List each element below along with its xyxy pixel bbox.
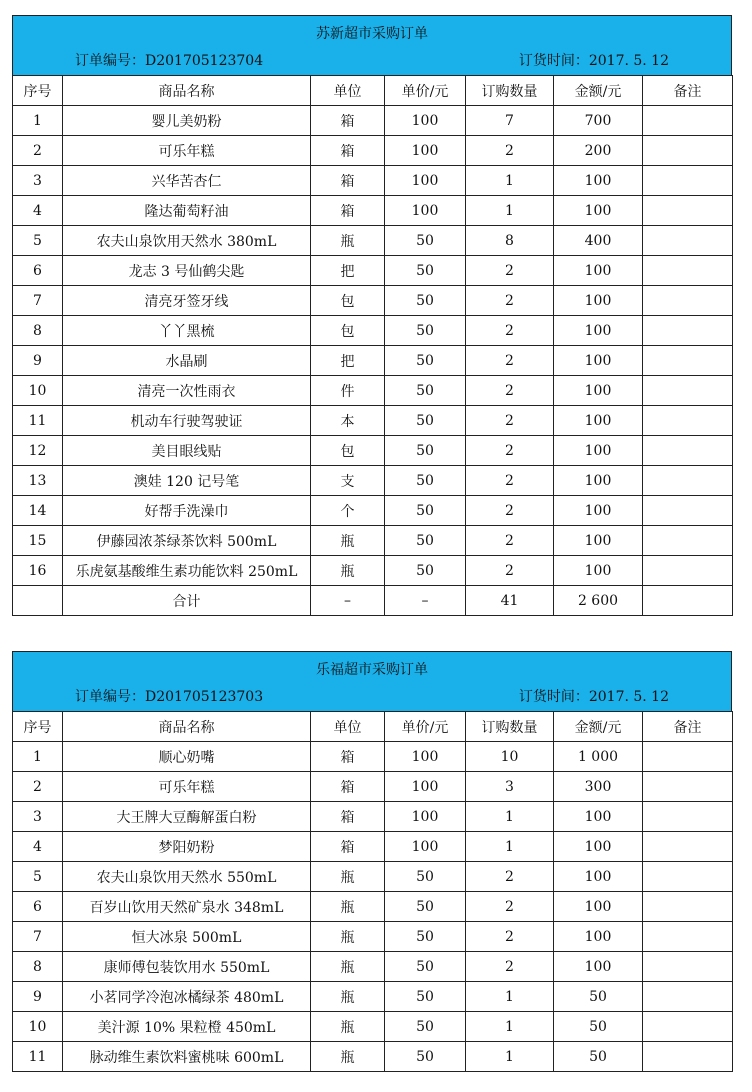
cell-amount: 100 xyxy=(554,832,643,862)
cell-unit: 箱 xyxy=(311,742,385,772)
total-cell-unit-price: – xyxy=(385,586,466,616)
cell-quantity: 2 xyxy=(466,892,554,922)
cell-product-name: 可乐年糕 xyxy=(63,772,311,802)
cell-unit: 瓶 xyxy=(311,556,385,586)
cell-product-name: 澳娃 120 记号笔 xyxy=(63,466,311,496)
cell-unit: 包 xyxy=(311,286,385,316)
cell-unit: 箱 xyxy=(311,136,385,166)
cell-product-name: 美汁源 10% 果粒橙 450mL xyxy=(63,1012,311,1042)
cell-unit: 本 xyxy=(311,406,385,436)
cell-unit-price: 50 xyxy=(385,1042,466,1072)
cell-index: 2 xyxy=(13,136,63,166)
cell-amount: 100 xyxy=(554,346,643,376)
cell-quantity: 2 xyxy=(466,466,554,496)
cell-product-name: 可乐年糕 xyxy=(63,136,311,166)
cell-unit: 瓶 xyxy=(311,226,385,256)
cell-remark xyxy=(643,346,733,376)
cell-remark xyxy=(643,832,733,862)
cell-amount: 700 xyxy=(554,106,643,136)
table-row xyxy=(13,742,733,772)
cell-remark xyxy=(643,556,733,586)
cell-quantity: 2 xyxy=(466,136,554,166)
cell-product-name: 兴华苦杏仁 xyxy=(63,166,311,196)
cell-unit: 瓶 xyxy=(311,952,385,982)
cell-unit-price: 50 xyxy=(385,316,466,346)
cell-index: 4 xyxy=(13,196,63,226)
total-cell-index xyxy=(13,586,63,616)
cell-unit-price: 100 xyxy=(385,196,466,226)
cell-index: 15 xyxy=(13,526,63,556)
header-quantity: 订购数量 xyxy=(466,76,554,106)
cell-index: 14 xyxy=(13,496,63,526)
cell-remark xyxy=(643,952,733,982)
table-row xyxy=(13,526,733,556)
cell-quantity: 2 xyxy=(466,952,554,982)
cell-unit-price: 50 xyxy=(385,1012,466,1042)
cell-product-name: 农夫山泉饮用天然水 380mL xyxy=(63,226,311,256)
table-row xyxy=(13,316,733,346)
cell-unit-price: 100 xyxy=(385,832,466,862)
order-number: 订单编号：D201705123703 xyxy=(75,689,264,705)
cell-product-name: 农夫山泉饮用天然水 550mL xyxy=(63,862,311,892)
cell-amount: 50 xyxy=(554,1042,643,1072)
cell-unit: 瓶 xyxy=(311,862,385,892)
cell-product-name: 美目眼线贴 xyxy=(63,436,311,466)
cell-index: 13 xyxy=(13,466,63,496)
cell-amount: 100 xyxy=(554,466,643,496)
cell-unit: 箱 xyxy=(311,802,385,832)
order-title: 乐福超市采购订单 xyxy=(316,662,428,678)
cell-unit-price: 50 xyxy=(385,496,466,526)
cell-unit-price: 50 xyxy=(385,346,466,376)
cell-remark xyxy=(643,892,733,922)
table-row xyxy=(13,922,733,952)
cell-remark xyxy=(643,136,733,166)
header-index: 序号 xyxy=(13,712,63,742)
cell-amount: 100 xyxy=(554,196,643,226)
cell-index: 12 xyxy=(13,436,63,466)
total-cell-unit: – xyxy=(311,586,385,616)
cell-unit: 瓶 xyxy=(311,892,385,922)
cell-unit: 支 xyxy=(311,466,385,496)
cell-index: 1 xyxy=(13,106,63,136)
cell-product-name: 机动车行驶驾驶证 xyxy=(63,406,311,436)
cell-unit-price: 50 xyxy=(385,256,466,286)
cell-index: 5 xyxy=(13,226,63,256)
cell-index: 6 xyxy=(13,892,63,922)
table-row xyxy=(13,466,733,496)
cell-amount: 100 xyxy=(554,496,643,526)
cell-unit: 瓶 xyxy=(311,922,385,952)
cell-unit-price: 100 xyxy=(385,772,466,802)
table-row xyxy=(13,136,733,166)
cell-index: 9 xyxy=(13,982,63,1012)
cell-product-name: 水晶刷 xyxy=(63,346,311,376)
cell-unit-price: 50 xyxy=(385,922,466,952)
table-row xyxy=(13,556,733,586)
cell-remark xyxy=(643,166,733,196)
order-date: 订货时间：2017. 5. 12 xyxy=(518,689,669,705)
cell-unit-price: 50 xyxy=(385,286,466,316)
cell-product-name: 隆达葡萄籽油 xyxy=(63,196,311,226)
cell-index: 11 xyxy=(13,406,63,436)
cell-index: 3 xyxy=(13,166,63,196)
cell-product-name: 小茗同学冷泡冰橘绿茶 480mL xyxy=(63,982,311,1012)
cell-quantity: 2 xyxy=(466,316,554,346)
cell-unit-price: 50 xyxy=(385,952,466,982)
cell-quantity: 1 xyxy=(466,1042,554,1072)
cell-remark xyxy=(643,1012,733,1042)
cell-unit-price: 50 xyxy=(385,436,466,466)
cell-unit-price: 50 xyxy=(385,862,466,892)
total-row xyxy=(13,586,733,616)
cell-unit-price: 100 xyxy=(385,166,466,196)
header-product-name: 商品名称 xyxy=(63,712,311,742)
cell-unit-price: 50 xyxy=(385,982,466,1012)
cell-remark xyxy=(643,286,733,316)
header-index: 序号 xyxy=(13,76,63,106)
table-header-row xyxy=(13,76,733,106)
purchase-order-1 xyxy=(12,15,732,616)
order-table xyxy=(12,75,733,616)
cell-remark xyxy=(643,466,733,496)
cell-unit-price: 50 xyxy=(385,526,466,556)
cell-quantity: 2 xyxy=(466,526,554,556)
header-amount: 金额/元 xyxy=(554,712,643,742)
cell-amount: 100 xyxy=(554,286,643,316)
cell-index: 6 xyxy=(13,256,63,286)
cell-unit: 瓶 xyxy=(311,526,385,556)
order-header xyxy=(12,651,732,711)
cell-quantity: 2 xyxy=(466,286,554,316)
cell-quantity: 2 xyxy=(466,406,554,436)
cell-amount: 100 xyxy=(554,556,643,586)
cell-index: 7 xyxy=(13,286,63,316)
table-row xyxy=(13,346,733,376)
cell-product-name: 乐虎氨基酸维生素功能饮料 250mL xyxy=(63,556,311,586)
cell-unit: 瓶 xyxy=(311,982,385,1012)
cell-quantity: 7 xyxy=(466,106,554,136)
table-row xyxy=(13,226,733,256)
cell-quantity: 1 xyxy=(466,1012,554,1042)
cell-quantity: 8 xyxy=(466,226,554,256)
order-title: 苏新超市采购订单 xyxy=(316,26,428,42)
cell-remark xyxy=(643,376,733,406)
header-remark: 备注 xyxy=(643,76,733,106)
table-row xyxy=(13,862,733,892)
cell-unit: 个 xyxy=(311,496,385,526)
cell-quantity: 2 xyxy=(466,496,554,526)
cell-remark xyxy=(643,496,733,526)
table-row xyxy=(13,832,733,862)
cell-index: 1 xyxy=(13,742,63,772)
cell-quantity: 1 xyxy=(466,802,554,832)
order-table xyxy=(12,711,733,1072)
cell-product-name: 康师傅包装饮用水 550mL xyxy=(63,952,311,982)
cell-index: 10 xyxy=(13,1012,63,1042)
cell-product-name: 清亮一次性雨衣 xyxy=(63,376,311,406)
cell-quantity: 3 xyxy=(466,772,554,802)
cell-amount: 100 xyxy=(554,376,643,406)
cell-amount: 100 xyxy=(554,892,643,922)
table-row xyxy=(13,196,733,226)
cell-unit-price: 50 xyxy=(385,466,466,496)
cell-quantity: 2 xyxy=(466,376,554,406)
cell-unit-price: 50 xyxy=(385,556,466,586)
cell-product-name: 龙志 3 号仙鹤尖匙 xyxy=(63,256,311,286)
cell-remark xyxy=(643,1042,733,1072)
total-cell-product-name: 合计 xyxy=(63,586,311,616)
cell-amount: 100 xyxy=(554,316,643,346)
cell-index: 8 xyxy=(13,952,63,982)
header-amount: 金额/元 xyxy=(554,76,643,106)
cell-unit-price: 50 xyxy=(385,226,466,256)
cell-remark xyxy=(643,106,733,136)
cell-unit: 把 xyxy=(311,346,385,376)
cell-amount: 100 xyxy=(554,862,643,892)
cell-product-name: 百岁山饮用天然矿泉水 348mL xyxy=(63,892,311,922)
cell-quantity: 1 xyxy=(466,166,554,196)
table-row xyxy=(13,376,733,406)
cell-amount: 100 xyxy=(554,526,643,556)
header-unit-price: 单价/元 xyxy=(385,712,466,742)
cell-product-name: 婴儿美奶粉 xyxy=(63,106,311,136)
cell-amount: 200 xyxy=(554,136,643,166)
order-number: 订单编号：D201705123704 xyxy=(75,53,264,69)
cell-remark xyxy=(643,196,733,226)
table-row xyxy=(13,436,733,466)
cell-index: 11 xyxy=(13,1042,63,1072)
cell-unit: 箱 xyxy=(311,166,385,196)
cell-quantity: 2 xyxy=(466,922,554,952)
table-row xyxy=(13,952,733,982)
cell-unit: 瓶 xyxy=(311,1012,385,1042)
cell-product-name: 丫丫黑梳 xyxy=(63,316,311,346)
cell-amount: 100 xyxy=(554,922,643,952)
cell-remark xyxy=(643,922,733,952)
table-row xyxy=(13,1042,733,1072)
cell-amount: 100 xyxy=(554,256,643,286)
cell-remark xyxy=(643,772,733,802)
cell-remark xyxy=(643,862,733,892)
cell-remark xyxy=(643,316,733,346)
cell-amount: 1 000 xyxy=(554,742,643,772)
cell-product-name: 梦阳奶粉 xyxy=(63,832,311,862)
cell-quantity: 1 xyxy=(466,982,554,1012)
table-row xyxy=(13,286,733,316)
order-date: 订货时间：2017. 5. 12 xyxy=(518,53,669,69)
cell-unit: 包 xyxy=(311,316,385,346)
cell-unit-price: 100 xyxy=(385,106,466,136)
cell-unit-price: 100 xyxy=(385,136,466,166)
order-header xyxy=(12,15,732,75)
cell-product-name: 伊藤园浓茶绿茶饮料 500mL xyxy=(63,526,311,556)
cell-quantity: 2 xyxy=(466,862,554,892)
cell-unit: 箱 xyxy=(311,772,385,802)
cell-unit: 包 xyxy=(311,436,385,466)
cell-index: 16 xyxy=(13,556,63,586)
cell-remark xyxy=(643,982,733,1012)
cell-unit-price: 50 xyxy=(385,892,466,922)
cell-quantity: 2 xyxy=(466,436,554,466)
table-row xyxy=(13,892,733,922)
cell-product-name: 好帮手洗澡巾 xyxy=(63,496,311,526)
cell-amount: 100 xyxy=(554,436,643,466)
table-row xyxy=(13,496,733,526)
header-unit-price: 单价/元 xyxy=(385,76,466,106)
cell-unit: 箱 xyxy=(311,832,385,862)
cell-unit: 箱 xyxy=(311,106,385,136)
cell-amount: 300 xyxy=(554,772,643,802)
cell-amount: 100 xyxy=(554,952,643,982)
table-row xyxy=(13,106,733,136)
header-quantity: 订购数量 xyxy=(466,712,554,742)
cell-index: 9 xyxy=(13,346,63,376)
cell-amount: 100 xyxy=(554,406,643,436)
header-unit: 单位 xyxy=(311,76,385,106)
cell-unit: 把 xyxy=(311,256,385,286)
cell-index: 7 xyxy=(13,922,63,952)
cell-product-name: 脉动维生素饮料蜜桃味 600mL xyxy=(63,1042,311,1072)
cell-unit-price: 100 xyxy=(385,742,466,772)
table-row xyxy=(13,802,733,832)
cell-amount: 100 xyxy=(554,166,643,196)
cell-amount: 100 xyxy=(554,802,643,832)
cell-index: 10 xyxy=(13,376,63,406)
cell-amount: 50 xyxy=(554,1012,643,1042)
cell-remark xyxy=(643,406,733,436)
cell-index: 4 xyxy=(13,832,63,862)
table-header-row xyxy=(13,712,733,742)
total-cell-quantity: 41 xyxy=(466,586,554,616)
total-cell-remark xyxy=(643,586,733,616)
table-row xyxy=(13,772,733,802)
cell-index: 8 xyxy=(13,316,63,346)
cell-quantity: 1 xyxy=(466,832,554,862)
cell-product-name: 清亮牙签牙线 xyxy=(63,286,311,316)
cell-quantity: 2 xyxy=(466,256,554,286)
cell-unit-price: 50 xyxy=(385,406,466,436)
cell-product-name: 顺心奶嘴 xyxy=(63,742,311,772)
cell-index: 5 xyxy=(13,862,63,892)
total-cell-amount: 2 600 xyxy=(554,586,643,616)
cell-unit-price: 50 xyxy=(385,376,466,406)
cell-quantity: 1 xyxy=(466,196,554,226)
cell-unit: 件 xyxy=(311,376,385,406)
cell-unit-price: 100 xyxy=(385,802,466,832)
cell-remark xyxy=(643,256,733,286)
cell-product-name: 大王牌大豆酶解蛋白粉 xyxy=(63,802,311,832)
header-unit: 单位 xyxy=(311,712,385,742)
cell-quantity: 10 xyxy=(466,742,554,772)
purchase-order-2 xyxy=(12,651,732,1072)
table-row xyxy=(13,166,733,196)
table-row xyxy=(13,982,733,1012)
cell-product-name: 恒大冰泉 500mL xyxy=(63,922,311,952)
cell-unit: 瓶 xyxy=(311,1042,385,1072)
cell-remark xyxy=(643,742,733,772)
header-product-name: 商品名称 xyxy=(63,76,311,106)
cell-remark xyxy=(643,436,733,466)
table-row xyxy=(13,406,733,436)
cell-quantity: 2 xyxy=(466,556,554,586)
cell-remark xyxy=(643,802,733,832)
header-remark: 备注 xyxy=(643,712,733,742)
cell-quantity: 2 xyxy=(466,346,554,376)
cell-amount: 50 xyxy=(554,982,643,1012)
cell-index: 2 xyxy=(13,772,63,802)
table-row xyxy=(13,1012,733,1042)
cell-index: 3 xyxy=(13,802,63,832)
cell-remark xyxy=(643,526,733,556)
cell-amount: 400 xyxy=(554,226,643,256)
cell-remark xyxy=(643,226,733,256)
table-row xyxy=(13,256,733,286)
cell-unit: 箱 xyxy=(311,196,385,226)
